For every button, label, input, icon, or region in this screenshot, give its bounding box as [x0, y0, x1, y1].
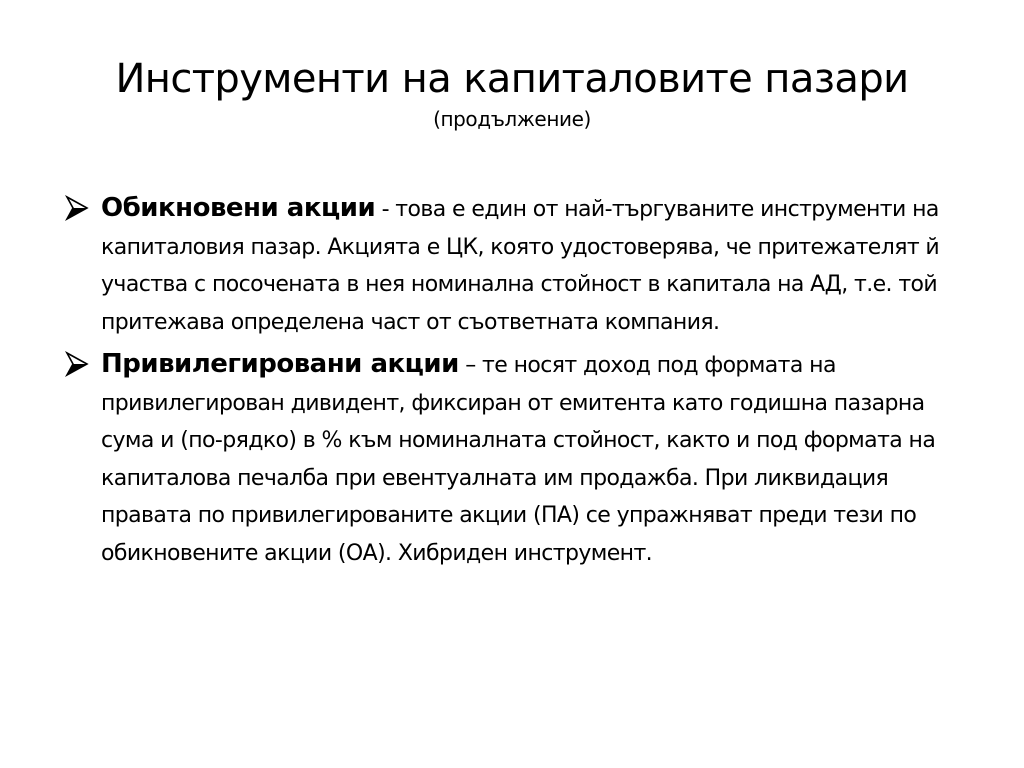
arrowhead-bullet-icon	[64, 194, 90, 222]
bullet-text: това е един от най-търгуваните инструменти на капиталовия пазар. Акцията е ЦК, която удостоверява, че притежателят й участва с посочената в нея номинална стойност в капитала на АД, т.е. той притежава определена част от съответната компания.	[101, 197, 940, 335]
title-block	[0, 54, 1024, 132]
bullet-item-preferred-shares	[64, 346, 964, 572]
bullet-term: Обикновени акции	[101, 193, 376, 223]
bullet-item-common-shares	[64, 190, 964, 341]
arrowhead-bullet-icon	[64, 350, 90, 378]
bullet-term: Привилегировани акции	[101, 349, 459, 379]
bullet-text: те носят доход под формата на привилегирован дивидент, фиксиран от емитента като годишна пазарна сума и (по-рядко) в % към номиналната стойност, както и под формата на капиталова печалба при евентуалната им продажба. При ликвидация правата по привилегированите акции (ПА) се упражняват преди тези по обикновените акции (ОА). Хибриден инструмент.	[101, 353, 936, 566]
bullet-separator: -	[375, 197, 396, 222]
bullet-list	[64, 190, 964, 577]
slide-subtitle: (продължение)	[433, 107, 591, 131]
bullet-separator: –	[458, 353, 483, 378]
slide-title: Инструменти на капиталовите пазари	[115, 56, 909, 102]
